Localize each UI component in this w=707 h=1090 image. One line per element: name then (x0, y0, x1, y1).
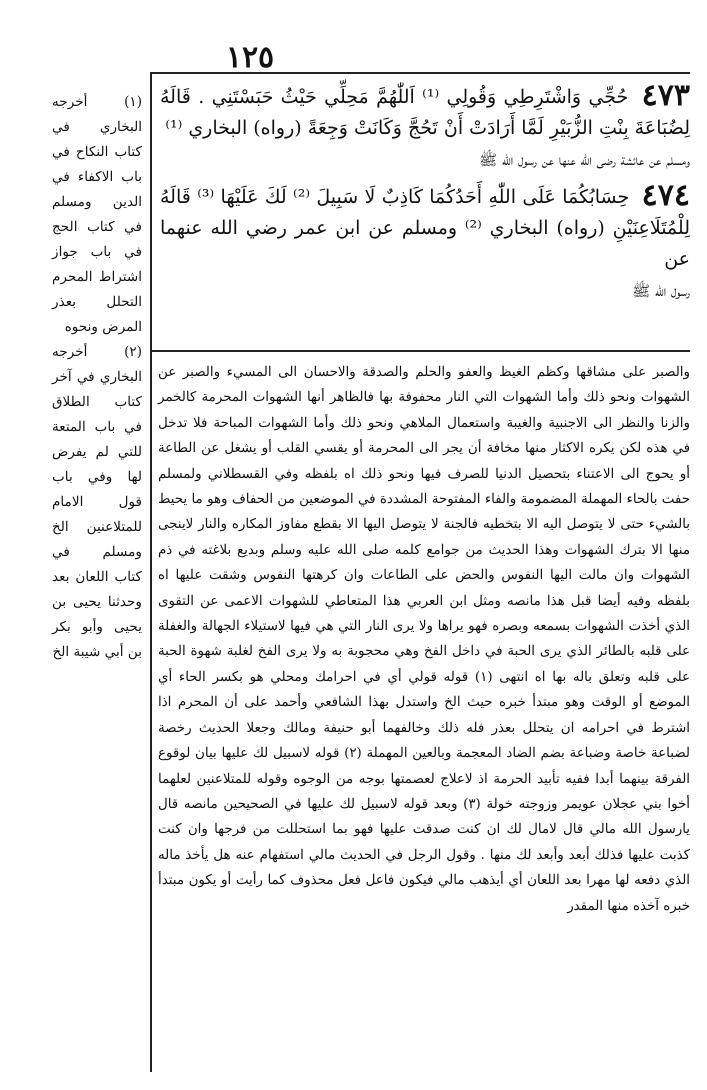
hadith-entry (160, 80, 690, 176)
hadith-entry (160, 180, 690, 307)
separator-rule (150, 350, 690, 352)
hadith-source: ومسلم عن عائشة رضى الله عنها عن رسول الله ﷺ (479, 151, 690, 169)
hadith-section (160, 80, 690, 311)
margin-note: (٢) أخرجه البخاري في آخر كتاب الطلاق في باب المتعة للتي لم يفرض لها وفي باب قول الامام للمتلاعنين الخ ومسلم في كتاب اللعان بعد وحدثنا يحيى بن يحيى وأبو بكر بن أبي شيبة الخ (52, 344, 142, 660)
margin-notes (52, 90, 142, 665)
margin-rule (150, 72, 152, 1072)
hadith-number: ٤٧٤ (641, 178, 690, 213)
commentary-text (158, 360, 690, 919)
margin-note: (١) أخرجه البخاري في كتاب النكاح في باب الاكفاء في الدين ومسلم في كتاب الحج في باب جواز اشتراط المحرم التحلل بعذر المرض ونحوه (52, 94, 142, 335)
hadith-text: حِسَابُكُمَا عَلَى اللّٰهِ أَحَدُكُمَا كَاذِبٌ لَا سَبِيلَ ⁽²⁾ لَكَ عَلَيْهَا ⁽³⁾ قَالَهُ لِلْمُتَلَاعِنَيْنِ (رواه) البخاري ⁽²⁾ ومسلم عن ابن عمر رضي الله عنهما عن (160, 186, 690, 270)
hadith-source: رسول الله ﷺ (632, 282, 690, 300)
top-rule (150, 72, 690, 74)
page-number: ١٢٥ (225, 40, 275, 75)
commentary-paragraph: والصبر على مشاقها وكظم الغيظ والعفو والحلم والصدقة والاحسان الى المسيء والصبر عن الشهوات ونحو ذلك وأما الشهوات التي النار محفوفة بها فالظاهر أنها الشهوات المحرمة كالخمر والزنا والنظر الى الاجنبية والغيبة واستعمال الملاهي ونحو ذلك وأما الشهوات المباحة فلا تدخل في هذه لكن يكره الاكثار منها مخافة أن يجر الى المحرمة أو يقسي القلب أو يشغل عن الطاعة أو يحوج الى الاعتناء بتحصيل الدنيا للصرف فيها ونحو ذلك اه بلفظه وفي القسطلاني ولمسلم حفت بالحاء المهملة المضمومة والفاء المفتوحة المشددة في الموضعين من الحفاف وهو ما يحيط بالشيء حتى لا يتوصل اليه الا بتخطيه فالجنة لا يتوصل اليها الا بقطع مفاوز المكاره والنار لاينجى منها الا بترك الشهوات وهذا الحديث من جوامع كلمه صلى الله عليه وسلم وبديع بلاغته في ذم الشهوات وان مالت اليها النفوس والحض على الطاعات وان كرهتها النفوس وشقت عليها اه بلفظه وفيه أيضا قبل هذا مانصه ومثل ابن العربي هذا المتعاطي للشهوات الاعمى عن التقوى الذي أخذت الشهوات بسمعه وبصره فهو يراها ولا يرى النار التي هي فيها لاستيلاء الجهالة والغفلة على قلبه بالطائر الذي يرى الحبة في داخل الفخ وهي محجوبة به ولا يرى الفخ لغلبة شهوة الحبة على قلبه وتعلق باله بها اه انتهى (١) قوله قولي أي في احرامك ومحلي هو بكسر الحاء أي الموضع أو الوقت وهو مبتدأ خبره حيث الخ واستدل بهذا الشافعي وأحمد على أن المحرم اذا اشترط في احرامه ان يتحلل بعذر فله ذلك وخالفهما أبو حنيفة ومالك وجعلا الحديث رخصة لضباعة خاصة وضباعة بضم الضاد المعجمة وبالعين المهملة (٢) قوله لاسبيل لك عليها بيان لوقوع الفرقة بينهما أبدا ففيه تأبيد الحرمة اذ لاعلاج لعصمتها بوجه من الوجوه وقوله للمتلاعنين لعلهما أخوا بني عجلان عويمر وزوجته خولة (٣) وبعد قوله لاسبيل لك عليها في الصحيحين مانصه قال يارسول الله مالي قال لامال لك ان كنت صدقت عليها فهو بما استحللت من فرجها وان كنت كذبت عليها فذلك أبعد وأبعد لك منها . وقول الرجل في الحديث مالي استفهام عنه هل يأخذ ماله الذي دفعه لها مهرا بعد اللعان أي أيذهب مالي فيكون فاعل فعل محذوف كما رأيت أو يكون مبتدأ خبره آخذه منها المقدر (158, 365, 691, 914)
hadith-number: ٤٧٣ (641, 78, 690, 113)
hadith-text: حُجِّي وَاشْتَرِطِي وَقُولِي ⁽¹⁾ اَللّٰهُمَّ مَحِلِّي حَيْثُ حَبَسْتَنِي . قَالَهُ لِضُبَاعَةَ بِنْتِ الزُّبَيْرِ لَمَّا أَرَادَتْ أَنْ تَحُجَّ وَكَانَتْ وَجِعَةً (رواه) البخاري ⁽¹⁾ (160, 86, 690, 139)
